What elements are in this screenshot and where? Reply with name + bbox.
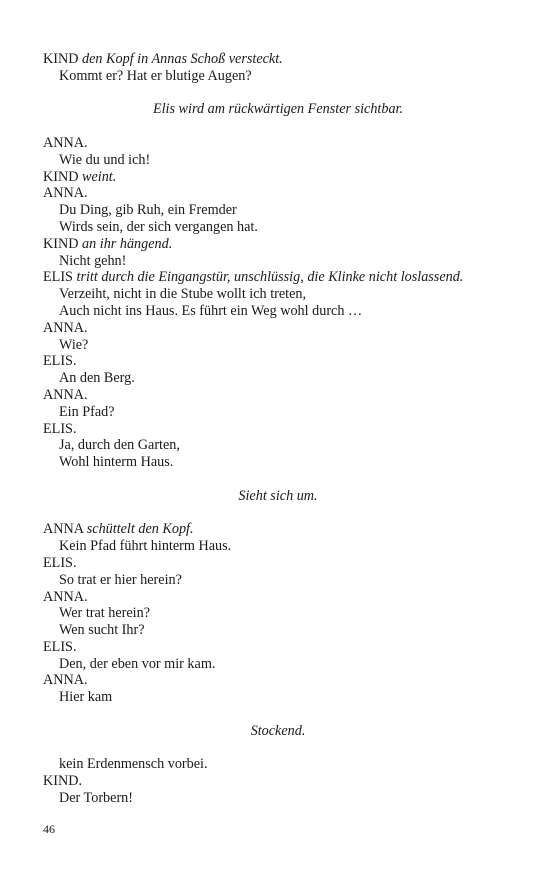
blank-line xyxy=(43,505,513,522)
speaker-line xyxy=(43,521,513,538)
speaker-line xyxy=(43,773,513,790)
speaker-name: ELIS. xyxy=(43,420,77,437)
speaker-name: ANNA. xyxy=(43,672,88,689)
verse-line: Ein Pfad? xyxy=(59,403,115,420)
speaker-line xyxy=(43,421,513,438)
speaker-name: ELIS xyxy=(43,269,73,286)
verse-line: kein Erdenmensch vorbei. xyxy=(59,756,208,773)
speaker-line xyxy=(43,639,513,656)
verse-line: Kein Pfad führt hinterm Haus. xyxy=(59,538,232,555)
blank-line xyxy=(43,706,513,723)
speaker-line xyxy=(43,387,513,404)
verse-line: Wie du und ich! xyxy=(59,151,151,168)
verse-line: Du Ding, gib Ruh, ein Fremder xyxy=(59,202,237,219)
stage-direction: Stockend. xyxy=(250,722,306,739)
speaker-line xyxy=(43,169,513,186)
blank-line xyxy=(43,740,513,757)
verse-line: Kommt er? Hat er blutige Augen? xyxy=(59,67,252,84)
speaker-line xyxy=(43,320,513,337)
speaker-line xyxy=(43,51,513,68)
speaker-line xyxy=(43,555,513,572)
stage-direction-inline: an ihr hängend. xyxy=(82,235,173,252)
speaker-name: KIND. xyxy=(43,773,83,790)
verse-line: An den Berg. xyxy=(59,370,135,387)
stage-direction-inline: schüttelt den Kopf. xyxy=(86,521,194,538)
verse-line: So trat er hier herein? xyxy=(59,571,182,588)
speaker-line xyxy=(43,135,513,152)
verse-line: Nicht gehn! xyxy=(59,252,127,269)
speaker-name: ANNA. xyxy=(43,588,88,605)
verse-line: Wohl hinterm Haus. xyxy=(59,454,174,471)
verse-line: Wirds sein, der sich vergangen hat. xyxy=(59,218,258,235)
speaker-line xyxy=(43,185,513,202)
play-text xyxy=(43,51,513,807)
stage-direction: Sieht sich um. xyxy=(238,487,318,504)
speaker-line xyxy=(43,589,513,606)
blank-line xyxy=(43,118,513,135)
verse-line: Der Torbern! xyxy=(59,790,133,807)
verse-line: Den, der eben vor mir kam. xyxy=(59,655,216,672)
stage-direction-inline: den Kopf in Annas Schoß versteckt. xyxy=(82,51,283,67)
speaker-name: ELIS. xyxy=(43,554,77,571)
verse-line: Hier kam xyxy=(59,689,113,706)
blank-line xyxy=(43,471,513,488)
speaker-line xyxy=(43,269,513,286)
page-number: 46 xyxy=(43,822,55,836)
verse-line: Wie? xyxy=(59,336,89,353)
speaker-name: KIND xyxy=(43,168,79,185)
speaker-name: ANNA. xyxy=(43,185,88,202)
stage-direction: Elis wird am rückwärtigen Fenster sichtbar. xyxy=(152,101,404,118)
blank-line xyxy=(43,85,513,102)
speaker-name: ANNA. xyxy=(43,386,88,403)
speaker-line xyxy=(43,236,513,253)
verse-line: Ja, durch den Garten, xyxy=(59,437,180,454)
speaker-name: ANNA xyxy=(43,521,84,538)
verse-line: Wen sucht Ihr? xyxy=(59,622,145,639)
speaker-name: ANNA. xyxy=(43,134,88,151)
speaker-name: ANNA. xyxy=(43,319,88,336)
speaker-line xyxy=(43,672,513,689)
speaker-name: KIND xyxy=(43,51,79,67)
verse-line: Auch nicht ins Haus. Es führt ein Weg wohl durch … xyxy=(59,302,363,319)
speaker-name: ELIS. xyxy=(43,638,77,655)
speaker-name: ELIS. xyxy=(43,353,77,370)
verse-line: Wer trat herein? xyxy=(59,605,151,622)
stage-direction-inline: weint. xyxy=(82,168,117,185)
verse-line: Verzeiht, nicht in die Stube wollt ich treten, xyxy=(59,286,307,303)
speaker-line xyxy=(43,353,513,370)
speaker-name: KIND xyxy=(43,235,79,252)
stage-direction-inline: tritt durch die Eingangstür, unschlüssig, die Klinke nicht loslassend. xyxy=(76,269,464,286)
